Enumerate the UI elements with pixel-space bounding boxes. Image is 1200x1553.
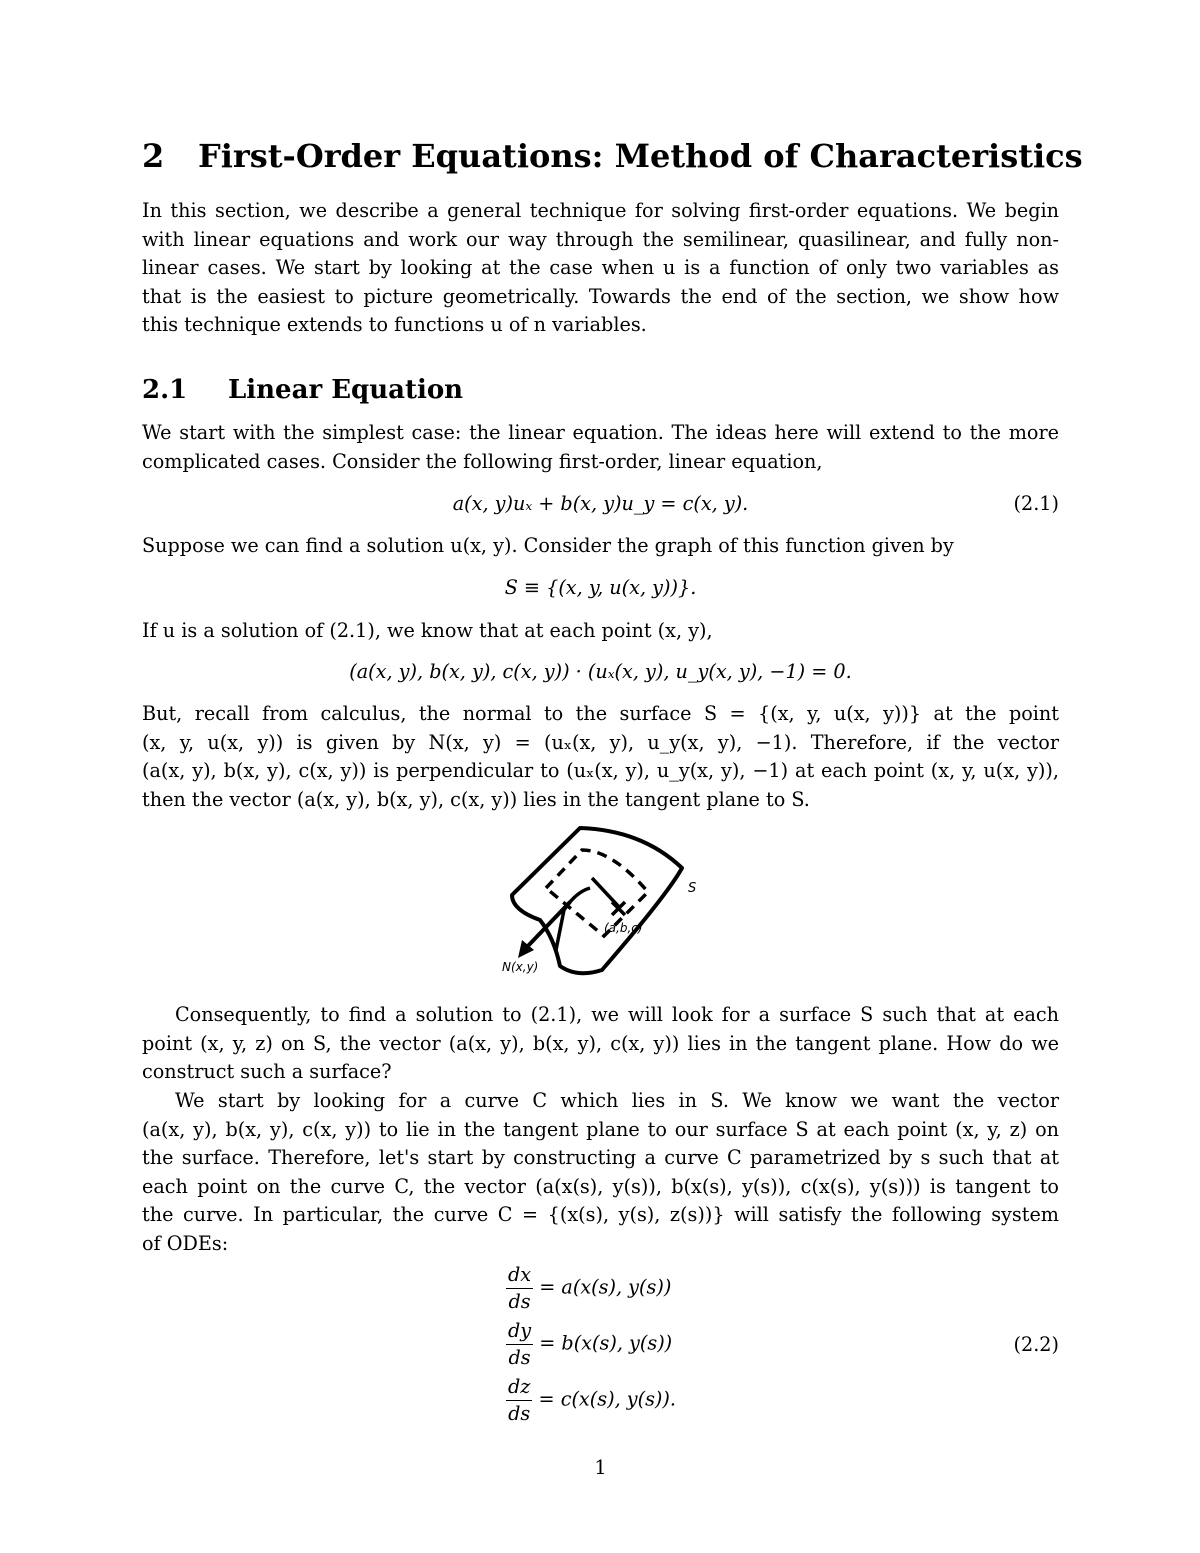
ode-rhs: = b(x(s), y(s)) [539,1331,673,1355]
paragraph-1 [142,419,1059,476]
paragraph-6 [142,1087,1059,1258]
ode-numerator: dz [506,1374,532,1401]
text-line: We start with the simplest case: the linear equation. The ideas here will extend to the more [142,421,1059,444]
subsection-heading [142,375,463,405]
normal-vector-arrow [526,902,570,948]
intro-line: with linear equations and work our way through the semilinear, quasilinear, and fully non- [142,227,1059,251]
surface-figure [492,820,812,980]
equation-2-2-label: (2.2) [1013,1333,1059,1356]
intro-paragraph [142,197,1059,340]
subsection-number: 2.1 [142,375,188,405]
intro-line: linear cases. We start by looking at the case when u is a function of only two variables as [142,256,1059,279]
equation-dot-product: (a(x, y), b(x, y), c(x, y)) · (uₓ(x, y), u_y(x, y), −1) = 0. [349,660,852,683]
text-line: each point on the curve C, the vector (a(x(s), y(s)), b(x(s), y(s)), c(x(s), y(s))) is tangent to [142,1174,1059,1198]
ode-numerator: dy [506,1318,533,1345]
paragraph-2 [142,532,1059,561]
inner-curve [556,888,590,950]
surface-label: S [688,881,697,896]
ode-denominator: ds [508,1402,531,1425]
paper-page [142,0,1083,1553]
text-line: complicated cases. Consider the following first-order, linear equation, [142,449,823,473]
page-number: 1 [594,1456,607,1479]
intro-line: this technique extends to functions u of n variables. [142,313,647,336]
ode-row-x [506,1262,671,1315]
ode-denominator: ds [508,1290,531,1313]
section-title: First-Order Equations: Method of Characteristics [198,137,1083,175]
subsection-title: Linear Equation [228,375,464,405]
equation-2-1-label: (2.1) [1013,492,1059,515]
ode-numerator: dx [506,1262,533,1289]
text-line: the curve. In particular, the curve C = {(x(s), y(s), z(s))} will satisfy the following system [142,1203,1059,1226]
tangent-vector-label: (a,b,c) [604,921,643,935]
text-line: (a(x, y), b(x, y), c(x, y)) is perpendicular to (uₓ(x, y), u_y(x, y), −1) at each point (x, y, u(x, y)), [142,759,1059,782]
text-line: But, recall from calculus, the normal to the surface S = {(x, y, u(x, y))} at the point [142,702,1059,725]
text-line: We start by looking for a curve C which lies in S. We know we want the vector [175,1089,1059,1112]
text-line: of ODEs: [142,1231,229,1255]
paragraph-4 [142,700,1059,814]
text-line: then the vector (a(x, y), b(x, y), c(x, y)) lies in the tangent plane to S. [142,787,810,811]
equation-s-definition: S ≡ {(x, y, u(x, y))}. [504,576,697,599]
normal-vector-label: N(x,y) [502,960,539,974]
text-line: Consequently, to find a solution to (2.1), we will look for a surface S such that at each [175,1003,1059,1026]
ode-row-z [506,1374,676,1427]
section-heading [142,137,1083,175]
paragraph-3 [142,617,1059,646]
ode-rhs: = c(x(s), y(s)). [538,1387,677,1411]
ode-rhs: = a(x(s), y(s)) [539,1275,672,1299]
paragraph-5 [142,1001,1059,1087]
text-line: Suppose we can find a solution u(x, y). Consider the graph of this function given by [142,534,954,557]
ode-denominator: ds [508,1346,531,1369]
surface-outline [512,828,682,973]
section-number: 2 [142,137,165,175]
intro-line: In this section, we describe a general technique for solving first-order equations. We begin [142,199,1059,222]
text-line: point (x, y, z) on S, the vector (a(x, y), b(x, y), c(x, y)) lies in the tangent plane. How do we [142,1031,1059,1055]
text-line: construct such a surface? [142,1060,392,1083]
intro-line: that is the easiest to picture geometrically. Towards the end of the section, we show how [142,284,1059,308]
ode-row-y [506,1318,672,1371]
text-line: If u is a solution of (2.1), we know that at each point (x, y), [142,619,713,642]
text-line: (x, y, u(x, y)) is given by N(x, y) = (uₓ(x, y), u_y(x, y), −1). Therefore, if the vector [142,730,1059,754]
text-line: the surface. Therefore, let's start by constructing a curve C parametrized by s such that at [142,1146,1059,1169]
equation-2-1: a(x, y)uₓ + b(x, y)u_y = c(x, y). [452,492,749,515]
text-line: (a(x, y), b(x, y), c(x, y)) to lie in the tangent plane to our surface S at each point (x, y, z) on [142,1117,1059,1141]
